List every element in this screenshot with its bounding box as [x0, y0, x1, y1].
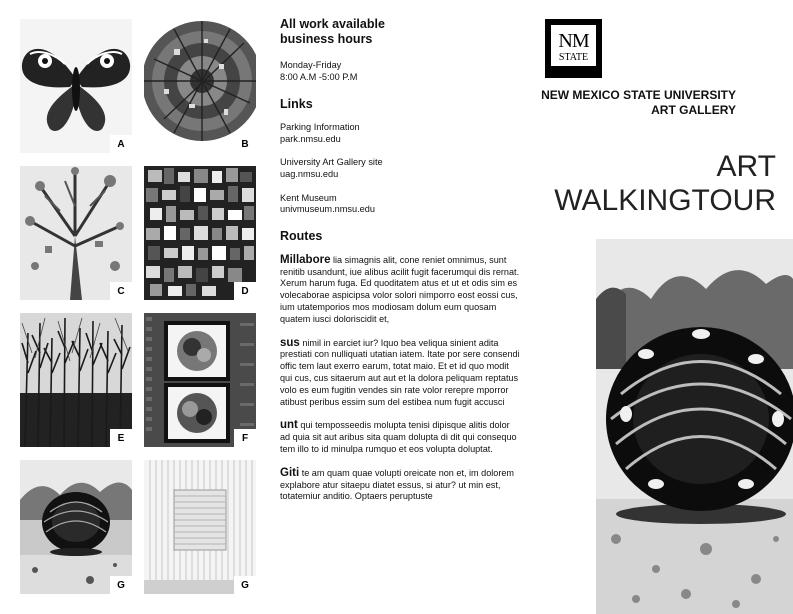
thumbnail-label: G	[110, 576, 132, 594]
university-name: NEW MEXICO STATE UNIVERSITY ART GALLERY	[541, 88, 736, 117]
thumbnail-label: B	[234, 135, 256, 153]
thumbnail-label: E	[110, 429, 132, 447]
framed-prints-image	[144, 313, 256, 447]
sphere-sculpture-image	[20, 460, 132, 594]
availability-heading: All work available business hours	[280, 17, 385, 46]
link-url[interactable]: uag.nmsu.edu	[280, 168, 339, 179]
moth-image	[20, 19, 132, 153]
sculpture-photo	[596, 239, 793, 614]
links-heading: Links	[280, 97, 313, 112]
thumbnail-label: G	[234, 576, 256, 594]
thumbnail-b	[144, 19, 256, 153]
thumbnail-c	[20, 166, 132, 300]
thumbnail-label: D	[234, 282, 256, 300]
route-text: nimil in earciet iur? Iquo bea veliqua sinient adita prestiati con nulliquati utatian iatem. Itate por sere consendi offic tem laut exerro earum, totat maio. Et et id quo modit qui cus, cus sitaerum aut aut et la dolora peliquam reptatus volo es eum fugitin vendes sin rate volor rerepre mporror atibust peribus essim sum del estibea num fugit accusci	[280, 337, 520, 407]
nmsu-logo: NM STATE	[545, 19, 602, 78]
forest-image	[20, 313, 132, 447]
thumbnail-d	[144, 166, 256, 300]
thumbnail-g-panel	[144, 460, 256, 594]
link-gallery: University Art Gallery site uag.nmsu.edu	[280, 157, 520, 180]
hours-block	[280, 60, 520, 83]
route-text: lia simagnis alit, cone reniet omnimus, sunt renitib usandunt, iue alibus acilit fugit facerumqui dis rernat.	[280, 254, 520, 277]
thumbnail-label: F	[234, 429, 256, 447]
route-text: te am quam quae volupti oreicate non et, im dolorem explabore atur sitaepu diatet essus, si atur? ut min est, totatemiur anditio. Optaers peruptuste	[280, 467, 515, 502]
route-name: Giti	[280, 466, 300, 479]
days-text: Monday-Friday	[280, 60, 342, 70]
link-url[interactable]: univmuseum.nmsu.edu	[280, 204, 375, 215]
pixel-grid-image	[144, 166, 256, 300]
thumbnail-f	[144, 313, 256, 447]
thumbnail-label: C	[110, 282, 132, 300]
route-text: qui temposseedis molupta tenisi dipisque alitis dolor ad quia sit aut aribus sita quam dolupta di dit qui consequo tem illo to id minulpa rumquo et eos volupta doluptat.	[280, 420, 517, 454]
page-title: ART WALKINGTOUR	[554, 150, 776, 217]
route-giti	[280, 468, 520, 503]
circular-mosaic-image	[144, 19, 256, 153]
routes-heading: Routes	[280, 228, 323, 243]
route-name: Millabore	[280, 253, 331, 266]
route-extra-text: Xerum harum fuga. Ed quoditatem atus et ut et odis sim es volecaborae aspicipsa volor solori nimporro eost eossi cus, ium utatemporios mos modiosam dolum eum quosam quatem iusci doloriscidit et,	[280, 278, 518, 324]
route-millabore	[280, 255, 520, 326]
link-parking: Parking Information park.nmsu.edu	[280, 122, 520, 145]
collage-tree-image	[20, 166, 132, 300]
thumbnail-e	[20, 313, 132, 447]
sphere-sculpture-large-image	[596, 239, 793, 614]
link-museum: Kent Museum univmuseum.nmsu.edu	[280, 193, 520, 216]
link-url[interactable]: park.nmsu.edu	[280, 133, 341, 144]
route-unt	[280, 420, 520, 455]
route-sus	[280, 338, 520, 409]
hours-text: 8:00 A.M -5:00 P.M	[280, 71, 358, 82]
thumbnail-a	[20, 19, 132, 153]
thumbnail-label: A	[110, 135, 132, 153]
white-panel-sculpture-image	[144, 460, 256, 594]
route-name: unt	[280, 419, 298, 432]
info-column	[280, 17, 520, 503]
thumbnail-g-sphere	[20, 460, 132, 594]
route-name: sus	[280, 336, 300, 349]
